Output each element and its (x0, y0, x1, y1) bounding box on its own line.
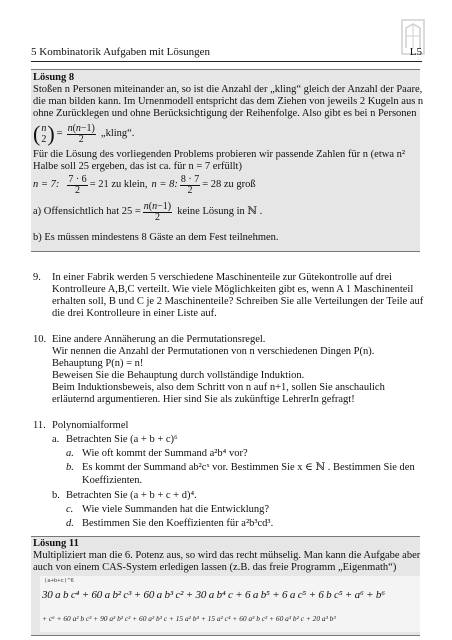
solution-11-heading: Lösung 11 (33, 538, 79, 549)
task-11-a-sub-b-text: Es kommt der Summand ab²cˣ vor. Bestimmen Sie x ∈ ℕ . Bestimmen Sie den (82, 462, 415, 473)
answer-a-prefix: a) Offensichtlich hat 25 = (33, 206, 141, 217)
trial-calculation (33, 172, 256, 198)
task-10-line-1: Eine andere Annäherung an die Permutationsregel. (52, 334, 266, 345)
kling-label: „kling“. (100, 128, 135, 139)
task-10-line-6: erläuternd argumentieren. Hier sind Sie als zukünftige LehrerIn gefragt! (52, 394, 355, 405)
task-9-line-2: Kontrolleure A,B,C verteilt. Wie viele Möglichkeiten gibt es, wenn A 1 Maschinenteil (52, 284, 414, 295)
header-rule (31, 61, 422, 62)
cas-output-line-1: 30 a b c⁴ + 60 a b² c³ + 60 a b³ c² + 30 a b⁴ c + 6 a b⁵ + 6 a c⁵ + 6 b c⁵ + a⁶ + b⁶ (42, 589, 385, 601)
task-10-line-5: Beim Induktionsbeweis, also dem Schritt von n auf n+1, sollen Sie anschaulich (52, 382, 385, 393)
cas-input: (a+b+c)^6 (44, 578, 74, 584)
header-title: 5 Kombinatorik Aufgaben mit Lösungen (31, 46, 211, 58)
task-11-a-text: Betrachten Sie (a + b + c)⁶ (66, 434, 178, 445)
trial-n8-fraction: $\frac{8 \cdot 7}{2}$ (180, 173, 200, 196)
task-10-number: 10. (33, 334, 47, 345)
solution-8-answer-a (33, 199, 262, 225)
task-11-b-sub-d-text: Bestimmen Sie den Koeffizienten für a²b³cd³. (82, 518, 274, 529)
binomial-fraction: $\frac{n(n-1)}{2}$ (67, 122, 95, 145)
task-9-line-1: In einer Fabrik werden 5 verschiedene Maschinenteile zur Gütekontrolle auf drei (52, 272, 392, 283)
solution-11-line-1: Multipliziert man die 6. Potenz aus, so wird das recht mühselig. Man kann die Aufgabe aber (33, 550, 421, 561)
solution-11-line-2: auch von einem CAS-System erledigen lassen (z.B. das freie Programm „Eigenmath“) (33, 562, 397, 573)
trial-n7-fraction: $\frac{7 \cdot 6}{2}$ (68, 173, 87, 196)
task-11-number: 11. (33, 420, 46, 431)
task-10-line-4: Beweisen Sie die Behauptung durch vollständige Induktion. (52, 370, 305, 381)
cas-output-panel (40, 576, 420, 632)
answer-a-fraction: $\frac{n(n-1)}{2}$ (143, 200, 172, 223)
solution-8-line-5: Für die Lösung des vorliegenden Problems probieren wir passende Zahlen für n (etwa n² (33, 149, 406, 160)
solution-8-heading: Lösung 8 (33, 72, 75, 83)
solution-8-line-1: Stoßen n Personen miteinander an, so ist die Anzahl der „kling“ gleich der Anzahl der Paare, (33, 84, 423, 95)
binomial-coefficient: ( n 2 ) (33, 121, 55, 146)
task-11-a-sub-b-text-cont: Koeffizienten. (82, 475, 143, 486)
trial-n7-label: n = 7: (33, 179, 60, 190)
task-11-b-label: b. (52, 490, 60, 501)
solution-8-line-6: Halbe soll 25 ergeben, das ist ca. für n = 7 erfüllt) (33, 161, 242, 172)
task-11-a-label: a. (52, 434, 60, 445)
solution-8-line-3: ohne Zurücklegen und ohne Berücksichtigung der Reihenfolge. Also gibt es bei n Personen (33, 108, 417, 119)
task-11-title: Polynomialformel (52, 420, 129, 431)
task-10-line-3: Behauptung P(n) = n! (52, 358, 144, 369)
cas-output-line-2: + c⁶ + 60 a² b c³ + 90 a² b² c² + 60 a² b³ c + 15 a² b⁴ + 15 a² c⁴ + 60 a³ b c² + 60 a³ b² c + 20 a³ b³ (42, 614, 336, 623)
task-9-number: 9. (33, 272, 41, 283)
task-11-a-sub-a-text: Wie oft kommt der Summand a²b⁴ vor? (82, 448, 248, 459)
task-11-a-sub-b-label: b. (66, 462, 74, 473)
page-number: L5 (409, 46, 422, 58)
task-11-b-sub-c-label: c. (66, 504, 74, 515)
task-11-b-text: Betrachten Sie (a + b + c + d)⁴. (66, 490, 197, 501)
page-header (31, 46, 422, 62)
task-9-line-3: erhalten soll, B und C je 2 Maschinenteile? Schreiben Sie alle Verteilungen der Teile auf (52, 296, 424, 307)
task-11-a-sub-a-label: a. (66, 448, 74, 459)
trial-n8-label: n = 8: (151, 179, 178, 190)
solution-8-line-2: die man bilden kann. Im Urnenmodell entspricht das dem Ziehen von jeweils 2 Kugeln aus n (33, 96, 424, 107)
binomial-formula: ( n 2 ) = $\frac{n(n-1)}{2}$ „kling“. (33, 121, 135, 146)
trial-n8-result: = 28 zu groß (202, 179, 256, 190)
task-11-b-sub-c-text: Wie viele Summanden hat die Entwicklung? (82, 504, 270, 515)
solution-8-answer-b: b) Es müssen mindestens 8 Gäste an dem Fest teilnehmen. (33, 232, 279, 243)
trial-n7-result: = 21 zu klein, (89, 179, 148, 190)
task-11-b-sub-d-label: d. (66, 518, 74, 529)
answer-a-suffix: keine Lösung in ℕ . (177, 206, 263, 217)
task-9-line-4: die drei Kontrolleure in einer Liste auf. (52, 308, 217, 319)
task-10-line-2: Wir nennen die Anzahl der Permutationen von n verschiedenen Dingen P(n). (52, 346, 375, 357)
